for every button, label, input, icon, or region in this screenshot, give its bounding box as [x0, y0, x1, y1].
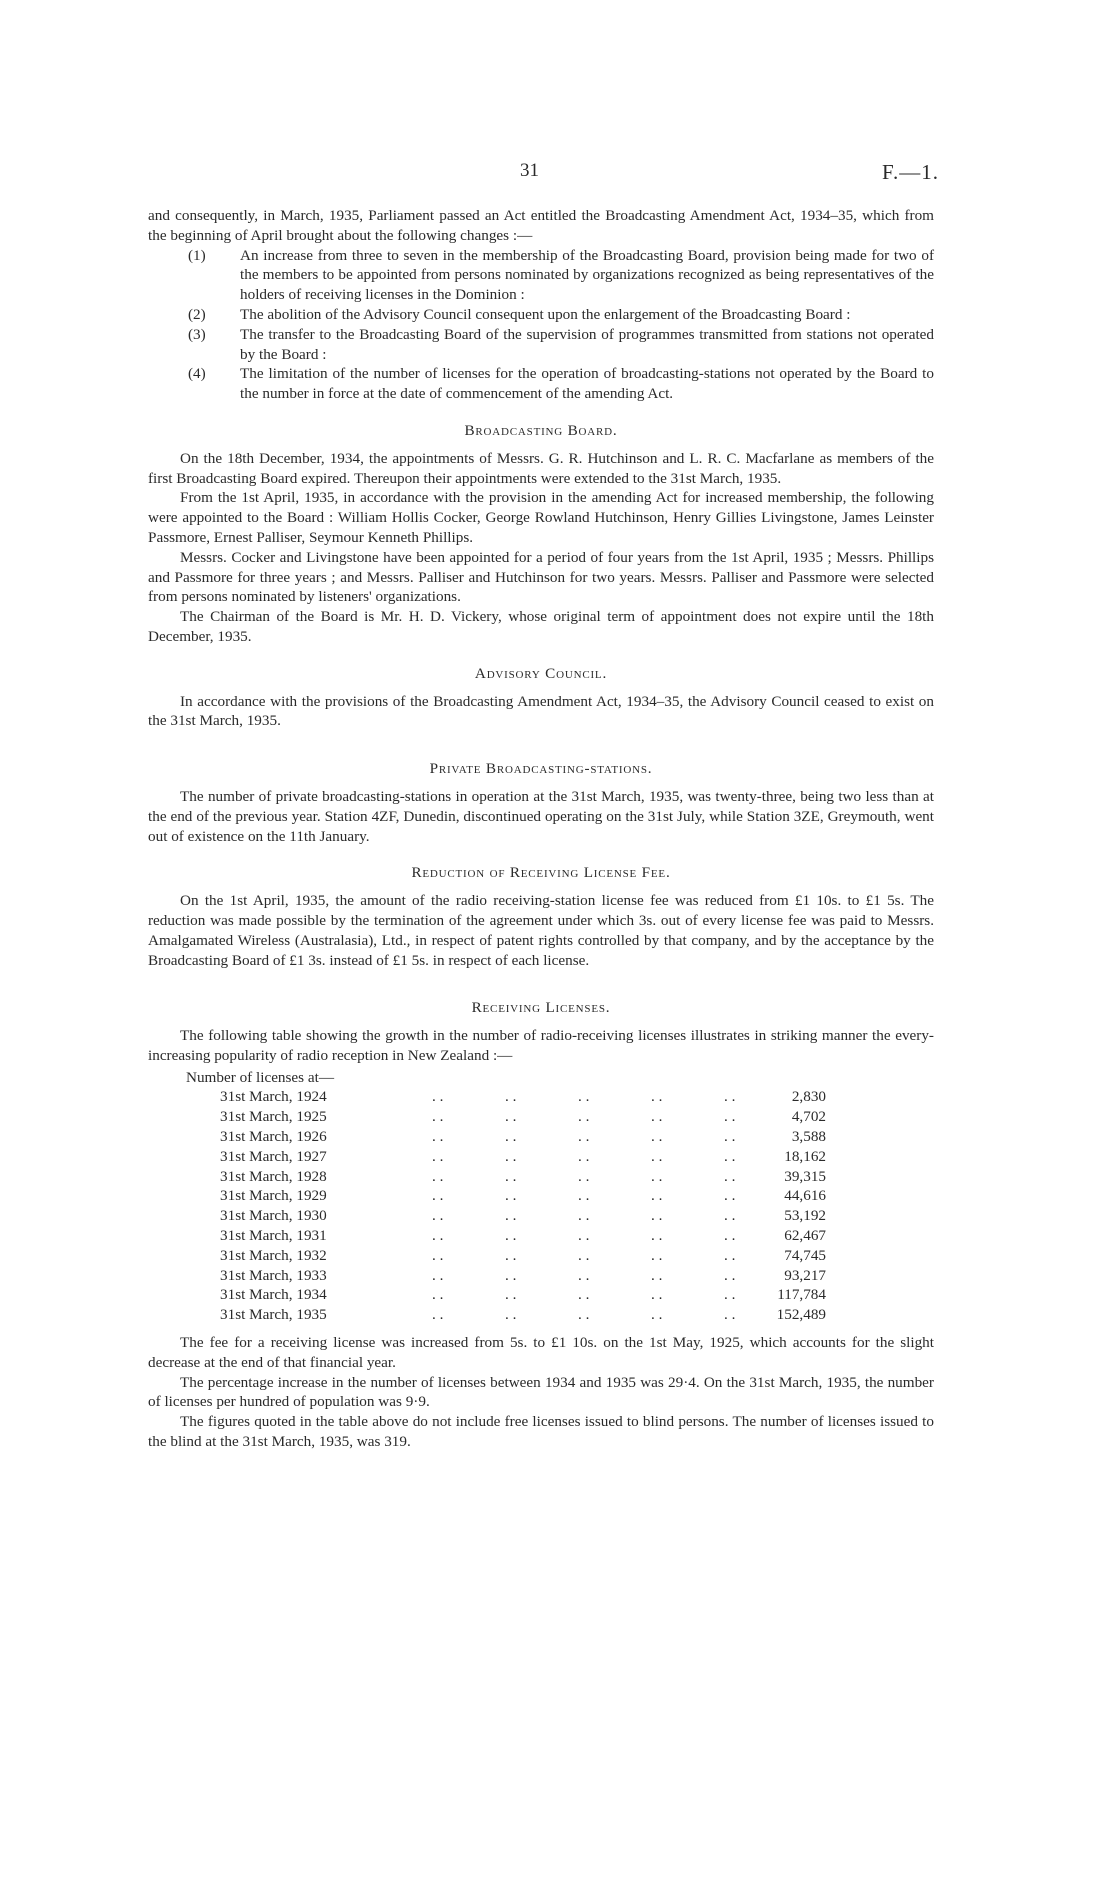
section-heading-receiving-licenses: Receiving Licenses. — [471, 999, 611, 1017]
leader-dot-group: . . — [432, 1167, 444, 1185]
paragraph: On the 18th December, 1934, the appointments of Messrs. G. R. Hutchinson and L. R. C. Macfarlane as members of the first Broadcasting Board expired. Thereupon their appointments were extended to the 31st March, 1935. — [148, 449, 934, 487]
leader-dot-group: . . — [651, 1147, 663, 1165]
table-cell-value: 117,784 — [777, 1286, 826, 1304]
paragraph: Messrs. Cocker and Livingstone have been appointed for a period of four years from the 1st April, 1935 ; Messrs. Phillips and Passmore for three years ; and Messrs. Palliser and Hutchinson for two years. Messrs. Palliser and Passmore were selected from persons nominated by listeners' organizations. — [148, 548, 934, 606]
page-number: 31 — [520, 160, 539, 181]
licenses-table — [148, 1068, 934, 1325]
table-row — [148, 1087, 934, 1107]
document-code: F.—1. — [882, 160, 939, 184]
leader-dot-group: . . — [724, 1227, 736, 1245]
table-cell-date: 31st March, 1924 — [220, 1088, 327, 1106]
paragraph: From the 1st April, 1935, in accordance with the provision in the amending Act for increased membership, the following were appointed to the Board : William Hollis Cocker, George Rowland Hutchinson, Henry Gillies Livingstone, James Leinster Passmore, Ernest Palliser, Seymour Kenneth Phillips. — [148, 489, 934, 546]
list-item-number: (1) — [188, 246, 206, 264]
leader-dot-group: . . — [651, 1207, 663, 1225]
leader-dot-group: . . — [578, 1207, 590, 1225]
leader-dot-group: . . — [432, 1306, 444, 1324]
leader-dot-group: . . — [432, 1266, 444, 1284]
table-cell-value: 74,745 — [784, 1246, 826, 1264]
table-cell-date: 31st March, 1926 — [220, 1128, 327, 1146]
leader-dot-group: . . — [432, 1246, 444, 1264]
paragraph: In accordance with the provisions of the Broadcasting Amendment Act, 1934–35, the Advisory Council ceased to exist on the 31st March, 1935. — [148, 692, 934, 730]
table-row — [148, 1305, 934, 1325]
table-rows — [148, 1087, 934, 1325]
leader-dot-group: . . — [505, 1088, 517, 1106]
table-cell-value: 44,616 — [784, 1187, 826, 1205]
table-row — [148, 1186, 934, 1206]
leader-dot-group: . . — [578, 1167, 590, 1185]
leader-dot-group: . . — [578, 1266, 590, 1284]
list-item-number: (2) — [188, 305, 206, 323]
table-cell-value: 18,162 — [784, 1147, 826, 1165]
list-item-number: (3) — [188, 325, 206, 343]
leader-dot-group: . . — [505, 1266, 517, 1284]
paragraph: The Chairman of the Board is Mr. H. D. Vickery, whose original term of appointment does not expire until the 18th December, 1935. — [148, 608, 934, 645]
leader-dot-group: . . — [651, 1128, 663, 1146]
table-cell-date: 31st March, 1929 — [220, 1187, 327, 1205]
leader-dot-group: . . — [578, 1306, 590, 1324]
leader-dot-group: . . — [505, 1167, 517, 1185]
leader-dot-group: . . — [724, 1187, 736, 1205]
table-cell-value: 53,192 — [784, 1207, 826, 1225]
closing-paragraphs — [148, 1333, 934, 1452]
table-row — [148, 1226, 934, 1246]
table-row — [148, 1285, 934, 1305]
leader-dot-group: . . — [432, 1108, 444, 1126]
leader-dot-group: . . — [505, 1246, 517, 1264]
table-cell-date: 31st March, 1928 — [220, 1167, 327, 1185]
table-cell-date: 31st March, 1931 — [220, 1227, 327, 1245]
table-label: Number of licenses at— — [186, 1068, 335, 1086]
leader-dot-group: . . — [578, 1227, 590, 1245]
paragraph: The percentage increase in the number of licenses between 1934 and 1935 was 29·4. On the 31st March, 1935, the number of licenses per hundred of population was 9·9. — [148, 1373, 934, 1411]
leader-dot-group: . . — [724, 1167, 736, 1185]
leader-dot-group: . . — [505, 1207, 517, 1225]
leader-dot-group: . . — [651, 1227, 663, 1245]
table-row — [148, 1246, 934, 1266]
leader-dot-group: . . — [651, 1306, 663, 1324]
section-heading-advisory-council: Advisory Council. — [474, 664, 608, 682]
leader-dot-group: . . — [578, 1286, 590, 1304]
leader-dots — [432, 1285, 797, 1305]
leader-dots — [432, 1127, 797, 1147]
leader-dots — [432, 1246, 797, 1266]
section-heading-fee-reduction: Reduction of Receiving License Fee. — [411, 864, 671, 882]
list-item — [148, 325, 934, 365]
table-cell-date: 31st March, 1925 — [220, 1108, 327, 1126]
leader-dot-group: . . — [505, 1306, 517, 1324]
changes-list — [148, 246, 934, 404]
leader-dot-group: . . — [651, 1187, 663, 1205]
paragraph: On the 1st April, 1935, the amount of the radio receiving-station license fee was reduced from £1 10s. to £1 5s. The reduction was made possible by the termination of the agreement under which 3s. out of every license fee was paid to Messrs. Amalgamated Wireless (Australasia), Ltd., in respect of patent rights controlled by that company, and by the acceptance by the Broadcasting Board of £1 3s. instead of £1 5s. in respect of each license. — [148, 892, 934, 969]
section-heading-private-stations: Private Broadcasting-stations. — [429, 760, 653, 778]
table-cell-date: 31st March, 1927 — [220, 1147, 327, 1165]
leader-dot-group: . . — [432, 1286, 444, 1304]
table-cell-value: 152,489 — [776, 1306, 826, 1324]
leader-dots — [432, 1266, 797, 1286]
list-item-text: An increase from three to seven in the membership of the Broadcasting Board, provision being made for two of the members to be appointed from persons nominated by organizations recognized as being representatives of the holders of receiving licenses in the Dominion : — [240, 246, 934, 304]
paragraph: The figures quoted in the table above do not include free licenses issued to blind persons. The number of licenses issued to the blind at the 31st March, 1935, was 319. — [148, 1413, 934, 1451]
leader-dot-group: . . — [651, 1246, 663, 1264]
section-heading-broadcasting-board: Broadcasting Board. — [464, 421, 618, 439]
table-row — [148, 1266, 934, 1286]
paragraph: The fee for a receiving license was increased from 5s. to £1 10s. on the 1st May, 1925, which accounts for the slight decrease at the end of that financial year. — [148, 1334, 934, 1371]
leader-dot-group: . . — [578, 1147, 590, 1165]
table-cell-value: 93,217 — [784, 1266, 826, 1284]
leader-dot-group: . . — [432, 1147, 444, 1165]
leader-dot-group: . . — [724, 1246, 736, 1264]
leader-dot-group: . . — [724, 1286, 736, 1304]
leader-dots — [432, 1107, 797, 1127]
leader-dot-group: . . — [651, 1266, 663, 1284]
leader-dots — [432, 1305, 797, 1325]
list-item — [148, 305, 934, 325]
table-row — [148, 1107, 934, 1127]
table-cell-date: 31st March, 1934 — [220, 1286, 327, 1304]
table-cell-value: 2,830 — [791, 1088, 826, 1106]
leader-dots — [432, 1147, 797, 1167]
list-item — [148, 246, 934, 305]
intro-paragraph: and consequently, in March, 1935, Parliament passed an Act entitled the Broadcasting Amendment Act, 1934–35, which from the beginning of April brought about the following changes :— — [148, 207, 934, 244]
leader-dot-group: . . — [505, 1286, 517, 1304]
table-cell-value: 4,702 — [791, 1108, 826, 1126]
leader-dot-group: . . — [651, 1286, 663, 1304]
leader-dot-group: . . — [651, 1088, 663, 1106]
leader-dot-group: . . — [578, 1187, 590, 1205]
leader-dot-group: . . — [651, 1108, 663, 1126]
leader-dot-group: . . — [724, 1108, 736, 1126]
table-row — [148, 1127, 934, 1147]
leader-dot-group: . . — [432, 1227, 444, 1245]
list-item-text: The limitation of the number of licenses for the operation of broadcasting-stations not operated by the Board to the number in force at the date of commencement of the amending Act. — [240, 365, 934, 403]
list-item-number: (4) — [188, 365, 206, 383]
leader-dots — [432, 1206, 797, 1226]
leader-dot-group: . . — [724, 1128, 736, 1146]
leader-dot-group: . . — [505, 1187, 517, 1205]
table-cell-value: 62,467 — [784, 1227, 826, 1245]
paragraph: The following table showing the growth in the number of radio-receiving licenses illustrates in striking manner the every-increasing popularity of radio reception in New Zealand :— — [148, 1027, 934, 1064]
paragraph: The number of private broadcasting-stations in operation at the 31st March, 1935, was twenty-three, being two less than at the end of the previous year. Station 4ZF, Dunedin, discontinued operating on the 31st July, while Station 3ZE, Greymouth, went out of existence on the 11th January. — [148, 787, 934, 845]
leader-dot-group: . . — [578, 1088, 590, 1106]
leader-dots — [432, 1186, 797, 1206]
leader-dot-group: . . — [505, 1128, 517, 1146]
leader-dot-group: . . — [724, 1088, 736, 1106]
leader-dot-group: . . — [724, 1207, 736, 1225]
table-cell-date: 31st March, 1930 — [220, 1207, 327, 1225]
leader-dot-group: . . — [505, 1227, 517, 1245]
table-cell-value: 3,588 — [791, 1128, 826, 1146]
table-cell-date: 31st March, 1932 — [220, 1246, 327, 1264]
leader-dot-group: . . — [724, 1306, 736, 1324]
leader-dot-group: . . — [432, 1128, 444, 1146]
leader-dot-group: . . — [724, 1147, 736, 1165]
table-row — [148, 1167, 934, 1187]
leader-dot-group: . . — [724, 1266, 736, 1284]
document-body — [148, 206, 934, 1452]
table-row — [148, 1147, 934, 1167]
leader-dot-group: . . — [578, 1128, 590, 1146]
leader-dot-group: . . — [432, 1187, 444, 1205]
table-cell-date: 31st March, 1935 — [220, 1306, 327, 1324]
list-item-text: The abolition of the Advisory Council consequent upon the enlargement of the Broadcasting Board : — [240, 305, 851, 323]
leader-dot-group: . . — [432, 1088, 444, 1106]
list-item — [148, 364, 934, 404]
leader-dot-group: . . — [578, 1246, 590, 1264]
list-item-text: The transfer to the Broadcasting Board of the supervision of programmes transmitted from stations not operated by the Board : — [240, 325, 934, 363]
leader-dot-group: . . — [505, 1147, 517, 1165]
page-header — [0, 160, 1114, 186]
leader-dot-group: . . — [505, 1108, 517, 1126]
leader-dots — [432, 1087, 797, 1107]
table-row — [148, 1206, 934, 1226]
leader-dot-group: . . — [432, 1207, 444, 1225]
table-cell-date: 31st March, 1933 — [220, 1266, 327, 1284]
leader-dot-group: . . — [578, 1108, 590, 1126]
leader-dots — [432, 1167, 797, 1187]
leader-dot-group: . . — [651, 1167, 663, 1185]
leader-dots — [432, 1226, 797, 1246]
table-cell-value: 39,315 — [784, 1167, 826, 1185]
